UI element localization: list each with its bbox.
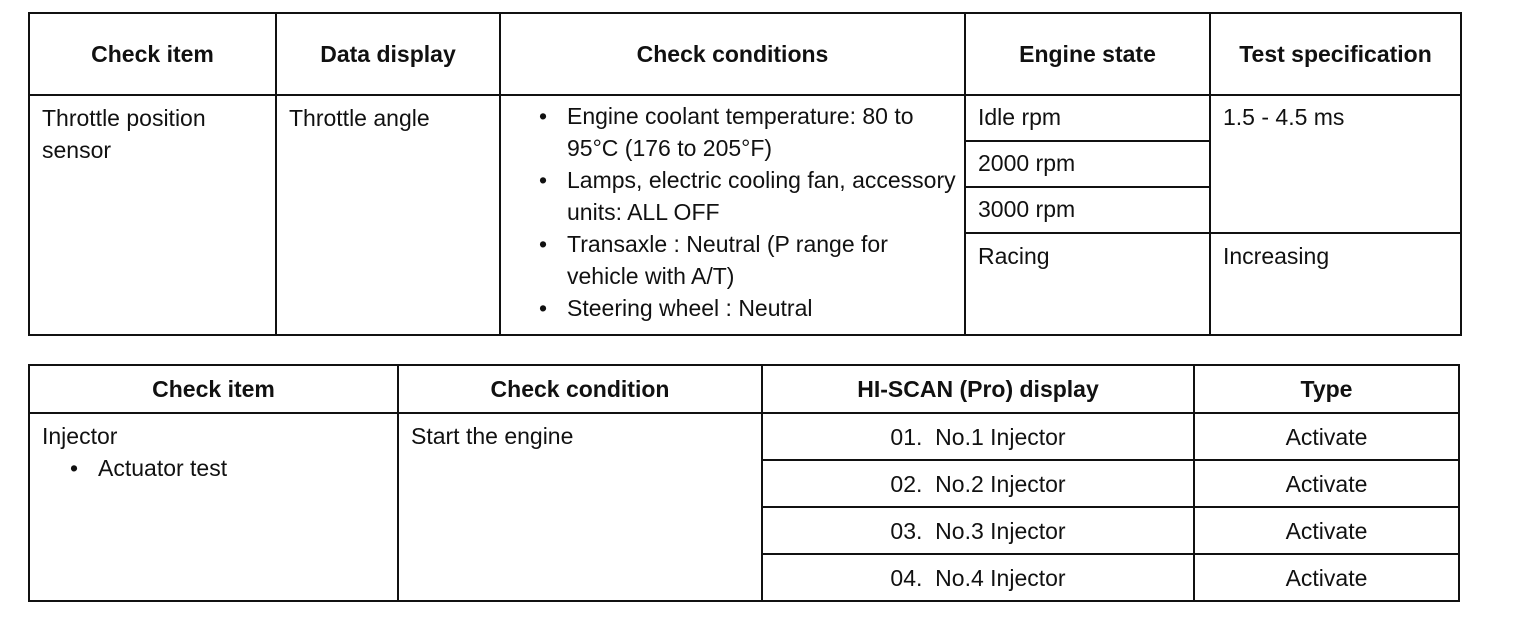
engine-state-racing: Racing — [965, 233, 1210, 335]
bullet-icon: • — [539, 295, 548, 321]
spec-steady-text: 1.5 - 4.5 ms — [1223, 104, 1345, 130]
spec-racing-cell — [1210, 233, 1461, 335]
engine-state-2000: 2000 rpm — [965, 141, 1210, 187]
header-check-conditions: Check conditions — [500, 13, 965, 95]
display-injector-3: 03. No.3 Injector — [762, 507, 1194, 554]
bullet-icon: • — [539, 231, 548, 257]
type-injector-4: Activate — [1194, 554, 1459, 601]
header-data-display: Data display — [276, 13, 500, 95]
condition-item: • Engine coolant temperature: 80 to 95°C (176 to 205°F) — [539, 100, 964, 164]
bullet-icon: • — [539, 103, 548, 129]
header-type: Type — [1194, 365, 1459, 413]
type-injector-2: Activate — [1194, 460, 1459, 507]
condition-item: • Lamps, electric cooling fan, accessory units: ALL OFF — [539, 164, 964, 228]
bullet-icon: • — [70, 455, 79, 481]
conditions-list — [501, 96, 964, 324]
check-item-text: Throttle position sensor — [42, 105, 206, 163]
check-condition-text: Start the engine — [411, 423, 574, 449]
cell-check-conditions — [500, 95, 965, 335]
header-check-item: Check item — [29, 365, 398, 413]
header-hiscan-display: HI-SCAN (Pro) display — [762, 365, 1194, 413]
display-injector-1: 01. No.1 Injector — [762, 413, 1194, 460]
condition-item: • Transaxle : Neutral (P range for vehicle with A/T) — [539, 228, 964, 292]
display-injector-2: 02. No.2 Injector — [762, 460, 1194, 507]
bullet-icon: • — [539, 167, 548, 193]
type-injector-3: Activate — [1194, 507, 1459, 554]
header-check-item: Check item — [29, 13, 276, 95]
spec-steady-cell — [1210, 95, 1461, 233]
cell-data-display — [276, 95, 500, 335]
spec-racing-text: Increasing — [1223, 243, 1330, 269]
engine-state-idle: Idle rpm — [965, 95, 1210, 141]
cell-check-condition — [398, 413, 762, 601]
display-injector-4: 04. No.4 Injector — [762, 554, 1194, 601]
data-display-text: Throttle angle — [289, 105, 430, 131]
throttle-sensor-table — [28, 12, 1462, 336]
actuator-test-item: • Actuator test — [30, 452, 397, 484]
header-test-specification: Test specification — [1210, 13, 1461, 95]
engine-state-3000: 3000 rpm — [965, 187, 1210, 233]
injector-text: Injector — [42, 423, 118, 449]
condition-item: • Steering wheel : Neutral — [539, 292, 964, 324]
type-injector-1: Activate — [1194, 413, 1459, 460]
injector-test-table — [28, 364, 1460, 602]
header-check-condition: Check condition — [398, 365, 762, 413]
cell-check-item — [29, 95, 276, 335]
cell-injector-item — [29, 413, 398, 601]
header-engine-state: Engine state — [965, 13, 1210, 95]
